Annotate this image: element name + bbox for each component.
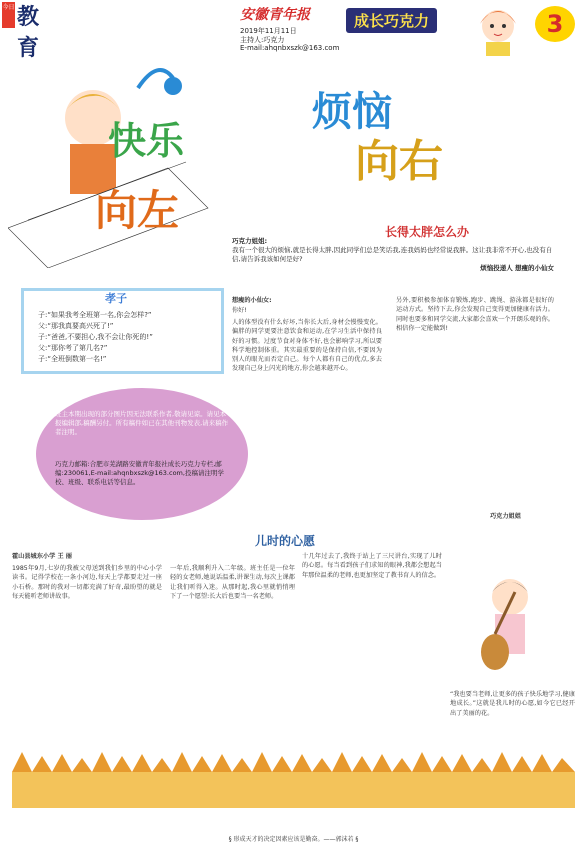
column-title: 成长巧克力: [346, 8, 437, 33]
email: E-mail:ahqnbxszk@163.com: [240, 44, 340, 52]
title-right: 向右: [355, 136, 443, 187]
story-col4: “我也要当老师,让更多的孩子快乐地学习,健康地成长。”这就是我儿时的心愿,如今它已经开出了美丽的花。: [450, 691, 575, 717]
answer-sign: 巧克力姐姐: [490, 513, 521, 520]
title-left: 向左: [95, 186, 180, 235]
story-title: 儿时的心愿: [255, 534, 316, 548]
story-col2: 一年后,我顺利升入二年级。班主任是一位年轻的女老师,她说话温柔,讲课生动,每次上课都让我们听得入迷。从那时起,我心里就悄悄埋下了一个愿望:长大后也要当一名老师。: [170, 565, 295, 600]
girl-illustration-icon: [470, 4, 526, 58]
grass-decoration: [12, 752, 575, 808]
notice-oval: [36, 388, 248, 520]
brand-text: 教育: [17, 5, 40, 61]
story-author: 霍山县城东小学 王 丽: [12, 553, 72, 560]
girl-lute-illustration: [460, 572, 560, 687]
page-number: 3: [535, 6, 575, 42]
answer-col2: 另外,要积极参加体育锻炼,跑步、跳绳、游泳都是很好的运动方式。坚持下去,你会发现自己变得更加健康有活力。同时也要多和同学交流,大家都会喜欢一个开朗乐观的你。相信你一定能做到!: [396, 297, 554, 332]
poem-line: 父:“那我真要高兴死了!”: [38, 322, 114, 330]
question-sign: 烦恼投递人 想瘦的小仙女: [480, 264, 554, 272]
answer-greeting: 你好!: [232, 307, 247, 314]
brand-small: 今日: [2, 2, 15, 28]
newspaper-name: 安徽青年报: [240, 7, 310, 23]
answer-col1: 人的体型没有什么好坏,当你长大后,身材会慢慢变化。偏胖的同学更要注意饮食和运动,在学习生活中保持良好的习惯。过度节食对身体不好,也会影响学习,所以要科学地控制体重。其实最重要的是保持自信,不要因为别人的眼光而否定自己。每个人都有自己的优点,多去发现自己身上闪光的地方,你会越来越开心。: [232, 319, 382, 373]
issue-date: 2019年11月11日: [240, 27, 297, 35]
answer-salutation: 想瘦的小仙女:: [232, 297, 272, 304]
poem-line: 父:“那你考了第几名?”: [38, 344, 108, 352]
story-col3: 十几年过去了,我终于站上了三尺讲台,实现了儿时的心愿。每当看到孩子们求知的眼神,我都会想起当年那位温柔的老师,也更加坚定了教书育人的信念。: [302, 553, 442, 579]
editor: 主持人:巧克力: [240, 36, 285, 44]
title-worry: 烦恼: [312, 88, 392, 135]
notice-address: 巧克力邮箱:合肥市芜湖路安徽青年报社成长巧克力专栏,邮编:230061,E-mail:ahqnbxszk@163.com,投稿请注明学校、班级、联系电话等信息。: [55, 460, 224, 486]
story-col1: 1985年9月,七岁的我被父母送到我们乡里的中心小学读书。记得学校在一条小河边,每天上学都要走过一座小石桥。那时的我对一切都充满了好奇,最盼望的就是每天能听老师讲故事。: [12, 565, 162, 600]
question-body: 我有一个很大的烦恼,就是长得太胖,因此同学们总是笑话我,连我妈妈也经常说我胖。这让我非常不开心,也没有自信,请告诉我该如何是好?: [232, 246, 553, 263]
question-box: [232, 237, 554, 289]
poem-line: 子:“爸爸,不要担心,我不会让你死的!”: [38, 333, 153, 341]
poem-title: 孝子: [105, 292, 127, 305]
title-happy: 快乐: [108, 118, 185, 163]
question-greeting: 巧克力姐姐:: [232, 237, 268, 245]
question-title: 长得太胖怎么办: [385, 225, 470, 239]
brand-logo: [0, 0, 52, 61]
notice-text: 班主本期出现的部分图片因无法联系作者,敬请见谅。请见本报编辑部,稿酬另付。所有稿件如已在其他刊物发表,请来稿作者注明。: [55, 410, 229, 436]
poem-line: 子:“如果我考全班第一名,你会怎样?”: [38, 311, 152, 319]
poem-line: 子:“全班倒数第一名!”: [38, 355, 107, 363]
footer-quote: § 形成天才的决定因素应该是勤奋。——郭沫若 §: [228, 836, 359, 843]
